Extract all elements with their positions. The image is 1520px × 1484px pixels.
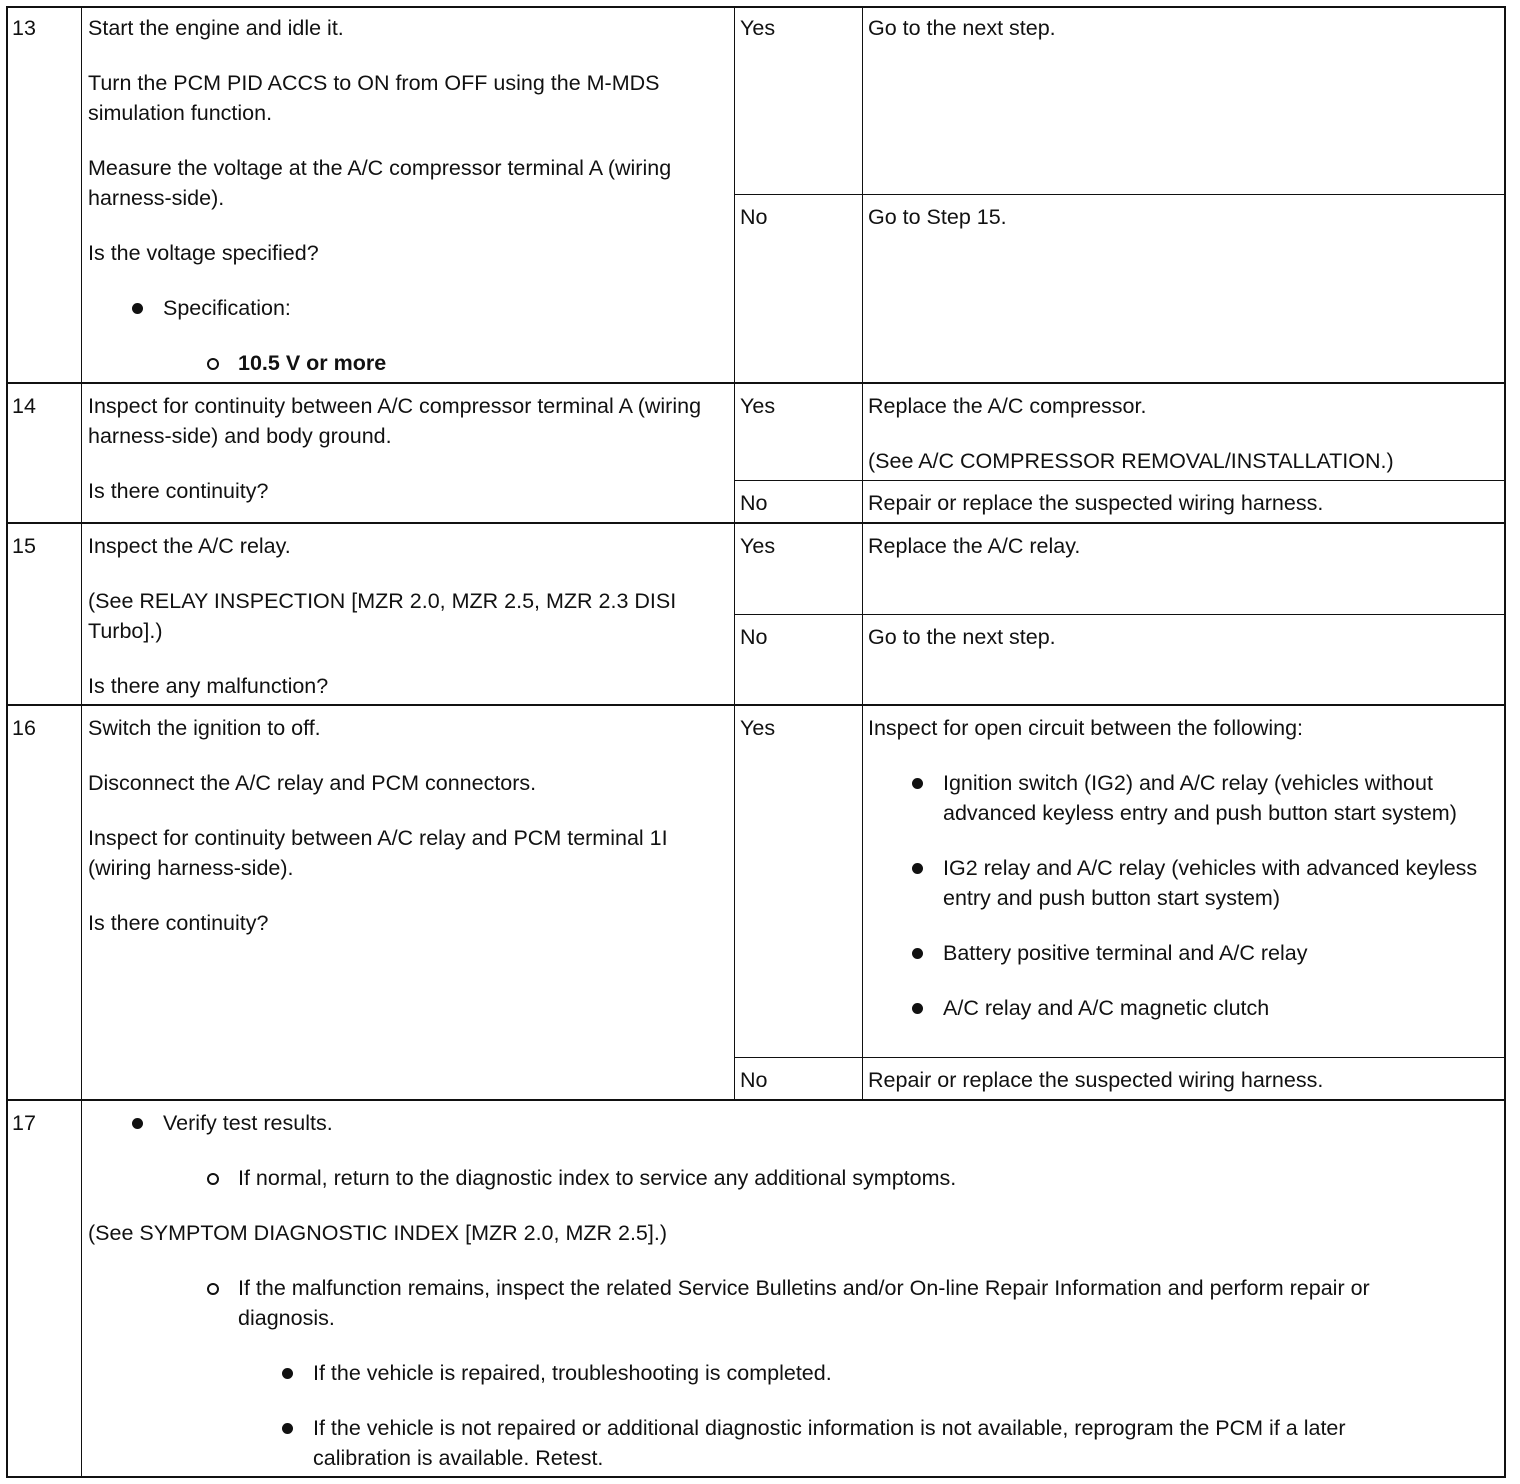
list-item: If normal, return to the diagnostic index to service any additional symptoms. [238,1163,1428,1193]
yes-label: Yes [740,534,776,558]
no-result: Go to Step 15. [868,205,1007,229]
action-text: Inspect for continuity between A/C compressor terminal A (wiring harness-side) and body ground. [88,394,702,448]
table-border-top [6,6,1506,8]
yes-label: Yes [740,394,776,418]
step-number: 16 [12,716,36,740]
no-label: No [740,491,768,515]
no-result: Repair or replace the suspected wiring harness. [868,1068,1324,1092]
cross-reference: (See RELAY INSPECTION [MZR 2.0, MZR 2.5, MZR 2.3 DISI Turbo].) [88,589,677,643]
table-border-left [6,6,8,1478]
list-item: Ignition switch (IG2) and A/C relay (vehicles without advanced keyless entry and push button start system) [943,768,1478,828]
step-number: 15 [12,534,36,558]
no-result: Go to the next step. [868,625,1056,649]
action-text: Inspect the A/C relay. [88,534,291,558]
yes-result [868,391,1498,476]
result-text: Replace the A/C compressor. [868,394,1147,418]
action-text: Start the engine and idle it. [88,16,344,40]
cross-reference: (See SYMPTOM DIAGNOSTIC INDEX [MZR 2.0, MZR 2.5].) [88,1221,667,1245]
action-text: Is the voltage specified? [88,241,319,265]
column-divider [862,6,863,1099]
step-action [88,13,728,378]
action-text: Switch the ignition to off. [88,716,321,740]
spec-value: 10.5 V or more [238,348,728,378]
step-number: 13 [12,16,36,40]
yes-no-divider [734,194,1506,195]
step-action [88,391,728,506]
no-result: Repair or replace the suspected wiring harness. [868,491,1324,515]
row-divider [6,522,1506,524]
result-text: Inspect for open circuit between the following: [868,716,1304,740]
action-text: Is there continuity? [88,479,269,503]
step-action [88,713,728,938]
step-action [88,531,728,701]
action-text: Inspect for continuity between A/C relay and PCM terminal 1I (wiring harness-side). [88,826,668,880]
no-label: No [740,205,768,229]
step-action [88,1108,1428,1473]
list-item: If the vehicle is not repaired or additional diagnostic information is not available, reprogram the PCM if a later calibration is available. Retest. [313,1413,1428,1473]
action-text: Is there any malfunction? [88,674,329,698]
row-divider [6,1099,1506,1101]
yes-no-divider [734,480,1506,481]
action-text: Turn the PCM PID ACCS to ON from OFF using the M-MDS simulation function. [88,71,660,125]
list-item: Battery positive terminal and A/C relay [943,938,1478,968]
row-divider [6,704,1506,706]
yes-label: Yes [740,716,776,740]
list-item: IG2 relay and A/C relay (vehicles with advanced keyless entry and push button start system) [943,853,1478,913]
yes-result: Replace the A/C relay. [868,534,1081,558]
spec-label: Specification: [163,293,728,323]
no-label: No [740,625,768,649]
yes-no-divider [734,614,1506,615]
step-number: 14 [12,394,36,418]
action-text: Measure the voltage at the A/C compressor terminal A (wiring harness-side). [88,156,672,210]
list-item: If the vehicle is repaired, troubleshooting is completed. [313,1358,1428,1388]
table-border-bottom [6,1476,1506,1478]
yes-label: Yes [740,16,776,40]
yes-result [868,713,1498,1023]
action-text: Disconnect the A/C relay and PCM connectors. [88,771,537,795]
list-item: A/C relay and A/C magnetic clutch [943,993,1478,1023]
table-border-right [1504,6,1506,1478]
no-label: No [740,1068,768,1092]
yes-no-divider [734,1057,1506,1058]
cross-reference: (See A/C COMPRESSOR REMOVAL/INSTALLATION.) [868,449,1394,473]
troubleshooting-table [6,6,1506,1478]
yes-result: Go to the next step. [868,16,1056,40]
list-item: Verify test results. [163,1108,1428,1138]
action-text: Is there continuity? [88,911,269,935]
list-item: If the malfunction remains, inspect the related Service Bulletins and/or On-line Repair Information and perform repair or diagnosis. [238,1273,1428,1333]
row-divider [6,382,1506,384]
step-number: 17 [12,1111,36,1135]
column-divider [734,6,735,1099]
column-divider [81,6,82,1478]
